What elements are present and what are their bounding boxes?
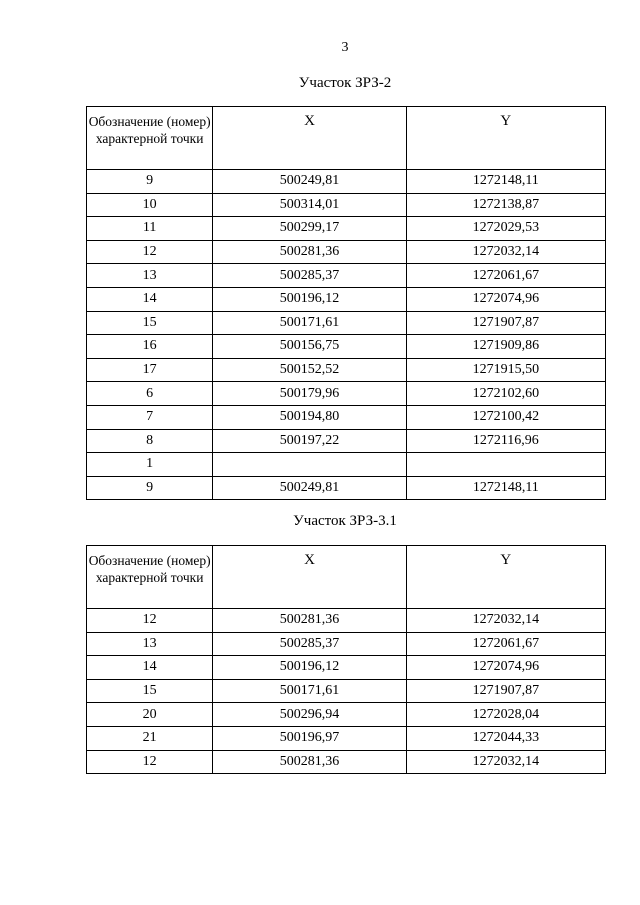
point-cell: 12 <box>87 609 213 633</box>
x-cell: 500281,36 <box>213 609 406 633</box>
point-cell: 13 <box>87 632 213 656</box>
y-cell: 1272116,96 <box>406 429 605 453</box>
table-row <box>87 656 606 680</box>
y-cell: 1272032,14 <box>406 609 605 633</box>
point-cell: 14 <box>87 287 213 311</box>
column-header-x: X <box>213 546 406 609</box>
x-cell: 500179,96 <box>213 382 406 406</box>
x-cell: 500196,12 <box>213 656 406 680</box>
table-row <box>87 240 606 264</box>
x-cell: 500285,37 <box>213 264 406 288</box>
x-cell: 500194,80 <box>213 405 406 429</box>
section-title-zrz-3-1: Участок ЗРЗ-3.1 <box>293 513 397 529</box>
column-header-x: X <box>213 107 406 170</box>
table-row <box>87 382 606 406</box>
x-cell: 500196,97 <box>213 726 406 750</box>
table-row <box>87 726 606 750</box>
point-cell: 16 <box>87 335 213 359</box>
y-cell: 1271907,87 <box>406 311 605 335</box>
point-cell: 10 <box>87 193 213 217</box>
x-cell: 500152,52 <box>213 358 406 382</box>
point-cell: 14 <box>87 656 213 680</box>
y-cell: 1272029,53 <box>406 217 605 241</box>
page-number: 3 <box>341 40 349 55</box>
y-cell: 1272102,60 <box>406 382 605 406</box>
point-cell: 8 <box>87 429 213 453</box>
y-cell: 1272074,96 <box>406 656 605 680</box>
table-row <box>87 453 606 477</box>
point-cell: 12 <box>87 240 213 264</box>
point-cell: 9 <box>87 170 213 194</box>
y-cell: 1272032,14 <box>406 750 605 774</box>
y-cell: 1271909,86 <box>406 335 605 359</box>
point-cell: 15 <box>87 311 213 335</box>
y-cell: 1272044,33 <box>406 726 605 750</box>
x-cell: 500249,81 <box>213 476 406 500</box>
table-row <box>87 405 606 429</box>
table-row <box>87 703 606 727</box>
table-header-row <box>87 546 606 609</box>
y-cell: 1272148,11 <box>406 170 605 194</box>
table-row <box>87 335 606 359</box>
table-row <box>87 679 606 703</box>
column-header-point: Обозначение (номер) характерной точки <box>87 107 213 170</box>
y-cell: 1272028,04 <box>406 703 605 727</box>
x-cell: 500281,36 <box>213 240 406 264</box>
y-cell: 1272074,96 <box>406 287 605 311</box>
x-cell: 500281,36 <box>213 750 406 774</box>
coordinates-table-zrz-3-1 <box>86 545 606 774</box>
point-cell: 7 <box>87 405 213 429</box>
y-cell: 1272032,14 <box>406 240 605 264</box>
y-cell: 1271907,87 <box>406 679 605 703</box>
table-row <box>87 750 606 774</box>
x-cell <box>213 453 406 477</box>
x-cell: 500196,12 <box>213 287 406 311</box>
y-cell <box>406 453 605 477</box>
table-row <box>87 170 606 194</box>
column-header-y: Y <box>406 107 605 170</box>
y-cell: 1272148,11 <box>406 476 605 500</box>
x-cell: 500299,17 <box>213 217 406 241</box>
table-row <box>87 264 606 288</box>
point-cell: 20 <box>87 703 213 727</box>
point-cell: 15 <box>87 679 213 703</box>
table-row <box>87 429 606 453</box>
point-cell: 12 <box>87 750 213 774</box>
x-cell: 500314,01 <box>213 193 406 217</box>
x-cell: 500197,22 <box>213 429 406 453</box>
x-cell: 500285,37 <box>213 632 406 656</box>
x-cell: 500296,94 <box>213 703 406 727</box>
point-cell: 9 <box>87 476 213 500</box>
table-row <box>87 609 606 633</box>
x-cell: 500171,61 <box>213 311 406 335</box>
point-cell: 17 <box>87 358 213 382</box>
point-cell: 1 <box>87 453 213 477</box>
table-row <box>87 287 606 311</box>
point-cell: 11 <box>87 217 213 241</box>
coordinates-table-zrz-2 <box>86 106 606 500</box>
column-header-point: Обозначение (номер) характерной точки <box>87 546 213 609</box>
table-row <box>87 476 606 500</box>
section-title-zrz-2: Участок ЗРЗ-2 <box>298 75 392 91</box>
y-cell: 1272061,67 <box>406 632 605 656</box>
x-cell: 500171,61 <box>213 679 406 703</box>
y-cell: 1272100,42 <box>406 405 605 429</box>
point-cell: 6 <box>87 382 213 406</box>
column-header-y: Y <box>406 546 605 609</box>
table-header-row <box>87 107 606 170</box>
point-cell: 13 <box>87 264 213 288</box>
y-cell: 1272138,87 <box>406 193 605 217</box>
table-row <box>87 193 606 217</box>
table-row <box>87 217 606 241</box>
x-cell: 500156,75 <box>213 335 406 359</box>
y-cell: 1271915,50 <box>406 358 605 382</box>
y-cell: 1272061,67 <box>406 264 605 288</box>
table-row <box>87 358 606 382</box>
table-row <box>87 311 606 335</box>
point-cell: 21 <box>87 726 213 750</box>
table-row <box>87 632 606 656</box>
x-cell: 500249,81 <box>213 170 406 194</box>
